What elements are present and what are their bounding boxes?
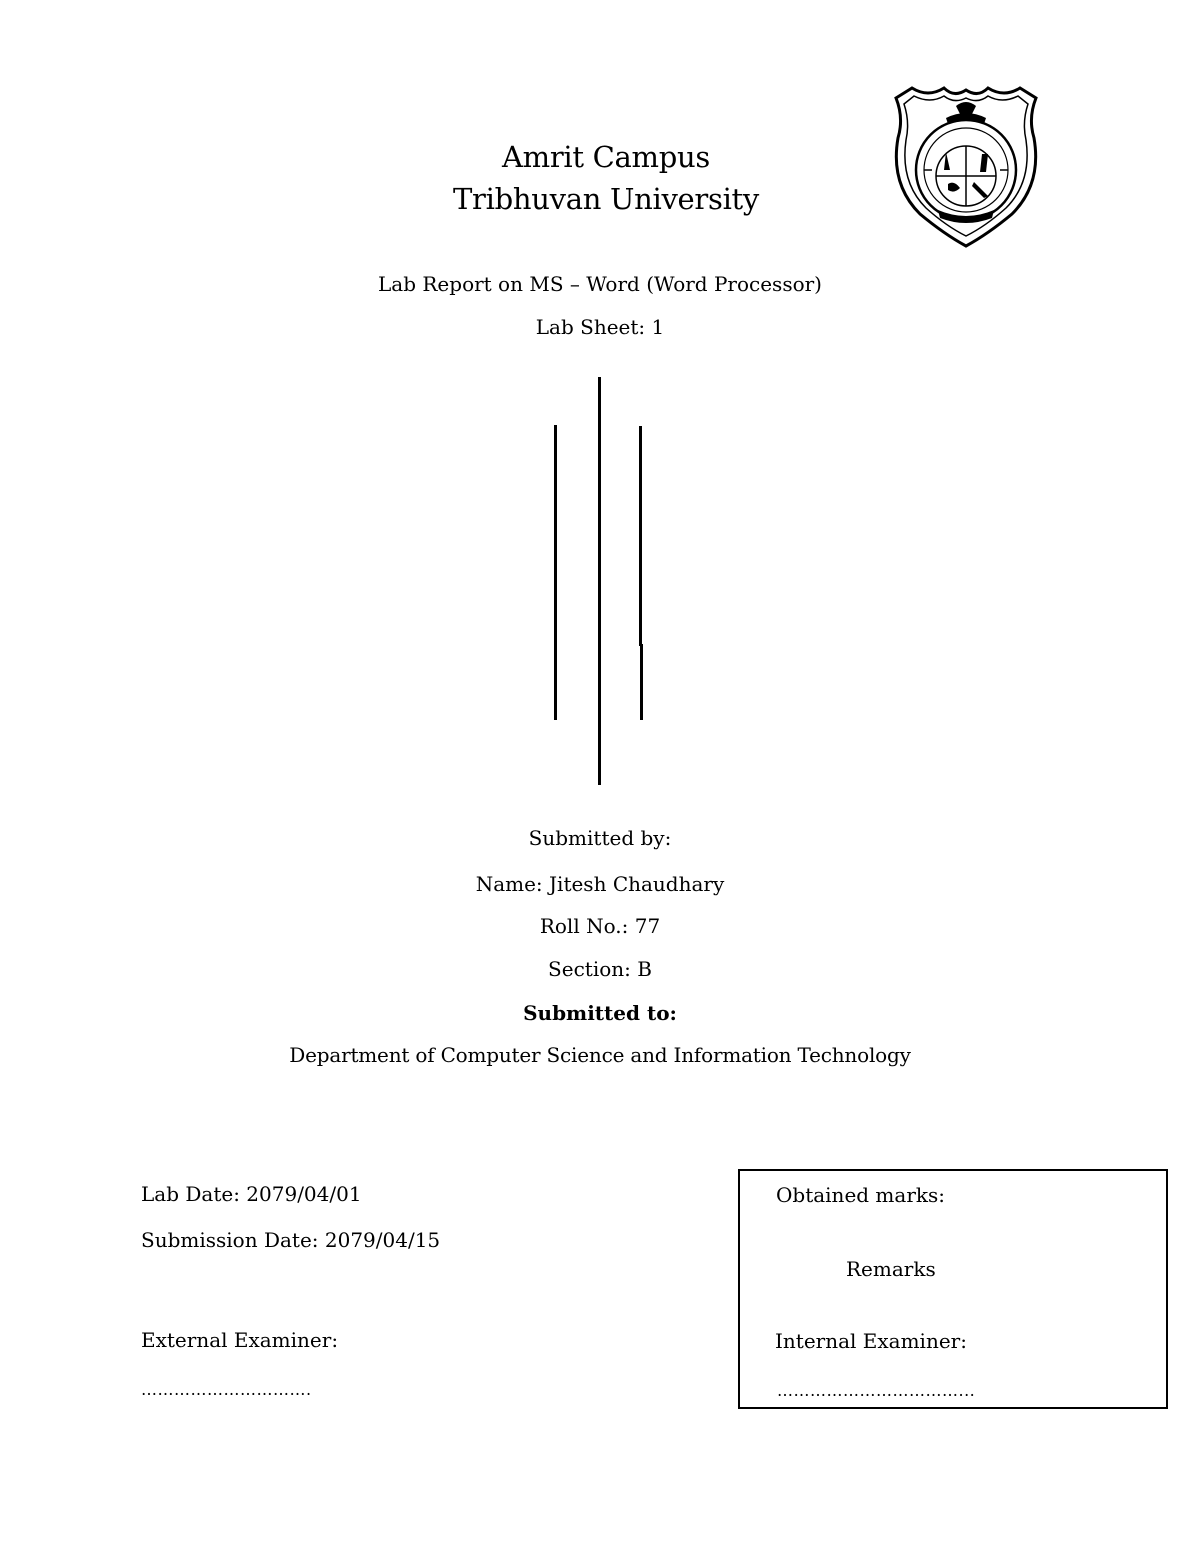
left-decorative-line — [554, 425, 557, 720]
external-examiner-signature-line: …………………………. — [141, 1380, 312, 1399]
university-name: Tribhuvan University — [453, 182, 759, 216]
internal-examiner-label: Internal Examiner: — [775, 1329, 967, 1353]
submitted-by-label: Submitted by: — [528, 826, 672, 850]
obtained-marks-label: Obtained marks: — [776, 1183, 946, 1207]
internal-examiner-signature-line: ……………………………... — [777, 1381, 976, 1400]
section: Section: B — [548, 957, 652, 981]
marks-box — [738, 1169, 1168, 1409]
lab-date: Lab Date: 2079/04/01 — [141, 1182, 362, 1206]
remarks-label: Remarks — [846, 1257, 936, 1281]
submission-date: Submission Date: 2079/04/15 — [141, 1228, 441, 1252]
report-title: Lab Report on MS – Word (Word Processor) — [378, 272, 822, 296]
university-seal-icon — [888, 84, 1044, 250]
department-name: Department of Computer Science and Information Technology — [289, 1043, 911, 1067]
submitted-to-label: Submitted to: — [523, 1001, 677, 1025]
right-decorative-line-upper — [639, 426, 642, 646]
campus-name: Amrit Campus — [502, 140, 710, 174]
external-examiner-label: External Examiner: — [141, 1328, 339, 1352]
center-decorative-line — [598, 377, 601, 785]
student-name: Name: Jitesh Chaudhary — [475, 872, 725, 896]
roll-number: Roll No.: 77 — [539, 914, 661, 938]
right-decorative-line-lower — [640, 644, 643, 720]
lab-sheet-number: Lab Sheet: 1 — [535, 315, 665, 339]
